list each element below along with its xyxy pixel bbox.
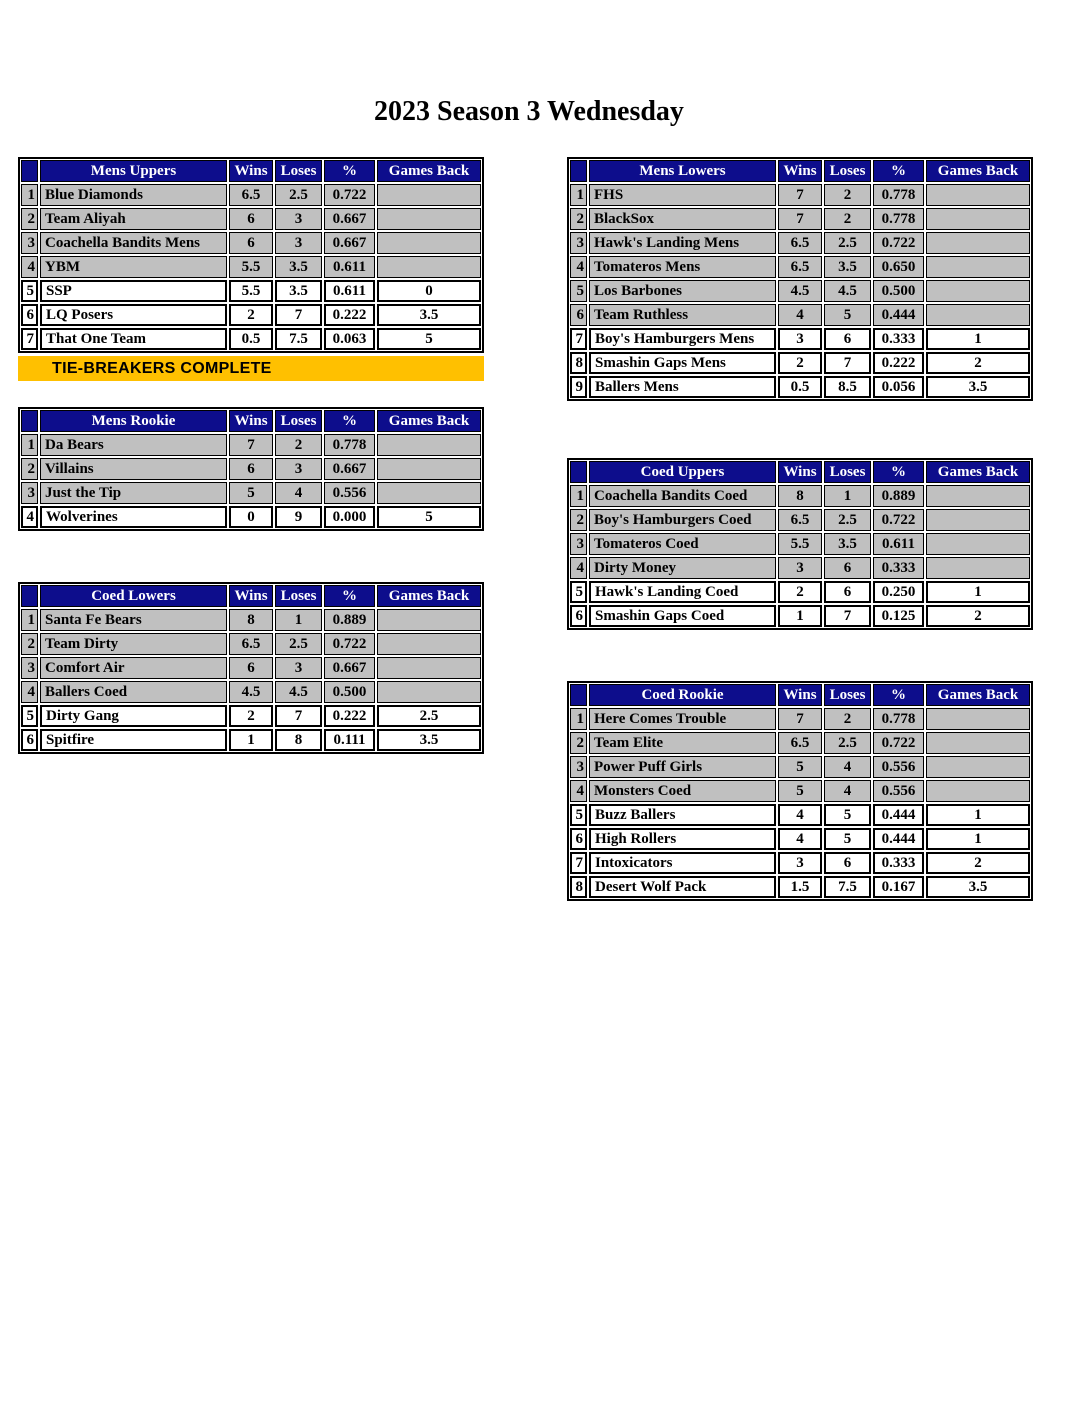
pct-cell: 0.778: [873, 184, 924, 206]
rank-cell: 7: [570, 328, 587, 350]
pct-cell: 0.444: [873, 828, 924, 850]
wins-cell: 6: [229, 657, 273, 679]
team-cell: FHS: [589, 184, 776, 206]
pct-cell: 0.167: [873, 876, 924, 898]
column-header-games-back: Games Back: [377, 585, 481, 607]
column-header-wins: Wins: [229, 160, 273, 182]
pct-cell: 0.333: [873, 328, 924, 350]
loses-cell: 3.5: [275, 256, 322, 278]
rank-cell: 3: [570, 232, 587, 254]
games-back-cell: [377, 434, 481, 456]
pct-cell: 0.556: [324, 482, 375, 504]
games-back-cell: [926, 509, 1030, 531]
pct-cell: 0.722: [324, 184, 375, 206]
loses-cell: 3.5: [824, 533, 871, 555]
pct-cell: 0.444: [873, 304, 924, 326]
loses-cell: 5: [824, 828, 871, 850]
rank-cell: 4: [570, 780, 587, 802]
column-header-games-back: Games Back: [926, 160, 1030, 182]
loses-cell: 2: [824, 708, 871, 730]
pct-cell: 0.333: [873, 852, 924, 874]
loses-cell: 6: [824, 557, 871, 579]
rank-cell: 2: [570, 208, 587, 230]
wins-cell: 5.5: [229, 256, 273, 278]
loses-cell: 9: [275, 506, 322, 528]
loses-cell: 2.5: [275, 184, 322, 206]
loses-cell: 3: [275, 458, 322, 480]
rank-cell: 6: [21, 304, 38, 326]
team-cell: Coachella Bandits Mens: [40, 232, 227, 254]
games-back-cell: [926, 780, 1030, 802]
games-back-cell: [926, 304, 1030, 326]
rank-cell: 2: [570, 509, 587, 531]
pct-cell: 0.444: [873, 804, 924, 826]
team-cell: Ballers Mens: [589, 376, 776, 398]
pct-cell: 0.556: [873, 780, 924, 802]
pct-cell: 0.722: [873, 732, 924, 754]
loses-cell: 7: [275, 705, 322, 727]
wins-cell: 0.5: [229, 328, 273, 350]
wins-cell: 4.5: [229, 681, 273, 703]
pct-cell: 0.063: [324, 328, 375, 350]
standings-table-coed-uppers: [567, 458, 1033, 630]
column-header-pct: %: [873, 684, 924, 706]
pct-cell: 0.611: [324, 256, 375, 278]
loses-cell: 6: [824, 328, 871, 350]
pct-cell: 0.667: [324, 458, 375, 480]
loses-cell: 5: [824, 304, 871, 326]
team-cell: Just the Tip: [40, 482, 227, 504]
wins-cell: 3: [778, 557, 822, 579]
wins-cell: 1: [778, 605, 822, 627]
wins-cell: 0.5: [778, 376, 822, 398]
games-back-cell: 5: [377, 328, 481, 350]
team-cell: Boy's Hamburgers Mens: [589, 328, 776, 350]
team-cell: Here Comes Trouble: [589, 708, 776, 730]
table-title: Coed Uppers: [589, 461, 776, 483]
games-back-cell: [377, 633, 481, 655]
column-header-wins: Wins: [229, 410, 273, 432]
header-rank-cell: [570, 160, 587, 182]
rank-cell: 4: [570, 557, 587, 579]
rank-cell: 1: [570, 485, 587, 507]
team-cell: Team Elite: [589, 732, 776, 754]
column-header-pct: %: [324, 160, 375, 182]
team-cell: Da Bears: [40, 434, 227, 456]
team-cell: Blue Diamonds: [40, 184, 227, 206]
loses-cell: 7: [824, 352, 871, 374]
pct-cell: 0.222: [324, 705, 375, 727]
rank-cell: 7: [21, 328, 38, 350]
team-cell: Desert Wolf Pack: [589, 876, 776, 898]
wins-cell: 3: [778, 328, 822, 350]
rank-cell: 4: [570, 256, 587, 278]
rank-cell: 5: [21, 280, 38, 302]
team-cell: Tomateros Coed: [589, 533, 776, 555]
games-back-cell: 1: [926, 804, 1030, 826]
wins-cell: 5.5: [229, 280, 273, 302]
rank-cell: 4: [21, 681, 38, 703]
wins-cell: 7: [229, 434, 273, 456]
pct-cell: 0.000: [324, 506, 375, 528]
games-back-cell: 0: [377, 280, 481, 302]
pct-cell: 0.333: [873, 557, 924, 579]
loses-cell: 7.5: [275, 328, 322, 350]
games-back-cell: [926, 184, 1030, 206]
header-rank-cell: [21, 410, 38, 432]
header-rank-cell: [570, 461, 587, 483]
loses-cell: 3: [275, 232, 322, 254]
loses-cell: 8.5: [824, 376, 871, 398]
team-cell: Team Ruthless: [589, 304, 776, 326]
games-back-cell: [926, 280, 1030, 302]
wins-cell: 6: [229, 232, 273, 254]
games-back-cell: [926, 708, 1030, 730]
team-cell: Los Barbones: [589, 280, 776, 302]
games-back-cell: 2.5: [377, 705, 481, 727]
loses-cell: 4: [824, 780, 871, 802]
column-header-games-back: Games Back: [377, 160, 481, 182]
column-header-pct: %: [324, 585, 375, 607]
games-back-cell: 5: [377, 506, 481, 528]
team-cell: Power Puff Girls: [589, 756, 776, 778]
pct-cell: 0.650: [873, 256, 924, 278]
column-header-pct: %: [873, 461, 924, 483]
rank-cell: 1: [21, 434, 38, 456]
rank-cell: 8: [570, 352, 587, 374]
games-back-cell: [926, 732, 1030, 754]
rank-cell: 1: [21, 184, 38, 206]
loses-cell: 4: [275, 482, 322, 504]
column-header-loses: Loses: [824, 684, 871, 706]
rank-cell: 3: [21, 482, 38, 504]
wins-cell: 7: [778, 708, 822, 730]
wins-cell: 6.5: [229, 633, 273, 655]
games-back-cell: 1: [926, 581, 1030, 603]
loses-cell: 3: [275, 657, 322, 679]
wins-cell: 6: [229, 208, 273, 230]
column-header-wins: Wins: [778, 684, 822, 706]
games-back-cell: [377, 657, 481, 679]
pct-cell: 0.250: [873, 581, 924, 603]
games-back-cell: [377, 208, 481, 230]
team-cell: Buzz Ballers: [589, 804, 776, 826]
loses-cell: 2: [275, 434, 322, 456]
wins-cell: 8: [229, 609, 273, 631]
wins-cell: 7: [778, 184, 822, 206]
games-back-cell: 1: [926, 328, 1030, 350]
games-back-cell: 2: [926, 605, 1030, 627]
team-cell: Santa Fe Bears: [40, 609, 227, 631]
wins-cell: 0: [229, 506, 273, 528]
loses-cell: 3: [275, 208, 322, 230]
games-back-cell: [926, 557, 1030, 579]
wins-cell: 5: [229, 482, 273, 504]
column-header-games-back: Games Back: [377, 410, 481, 432]
team-cell: Hawk's Landing Coed: [589, 581, 776, 603]
wins-cell: 6.5: [778, 232, 822, 254]
pct-cell: 0.056: [873, 376, 924, 398]
wins-cell: 4: [778, 804, 822, 826]
wins-cell: 1: [229, 729, 273, 751]
standings-table-coed-lowers: [18, 582, 484, 754]
rank-cell: 2: [21, 208, 38, 230]
rank-cell: 4: [21, 256, 38, 278]
wins-cell: 1.5: [778, 876, 822, 898]
pct-cell: 0.500: [873, 280, 924, 302]
team-cell: Dirty Gang: [40, 705, 227, 727]
team-cell: That One Team: [40, 328, 227, 350]
wins-cell: 4: [778, 828, 822, 850]
loses-cell: 8: [275, 729, 322, 751]
games-back-cell: [926, 232, 1030, 254]
games-back-cell: 3.5: [926, 376, 1030, 398]
wins-cell: 2: [778, 581, 822, 603]
column-header-wins: Wins: [778, 160, 822, 182]
loses-cell: 7: [824, 605, 871, 627]
loses-cell: 4.5: [824, 280, 871, 302]
team-cell: Ballers Coed: [40, 681, 227, 703]
table-title: Mens Uppers: [40, 160, 227, 182]
games-back-cell: [377, 681, 481, 703]
wins-cell: 5: [778, 756, 822, 778]
wins-cell: 6.5: [778, 732, 822, 754]
games-back-cell: 1: [926, 828, 1030, 850]
team-cell: Dirty Money: [589, 557, 776, 579]
column-header-pct: %: [873, 160, 924, 182]
standings-table-mens-lowers: [567, 157, 1033, 401]
loses-cell: 5: [824, 804, 871, 826]
team-cell: Comfort Air: [40, 657, 227, 679]
wins-cell: 4: [778, 304, 822, 326]
wins-cell: 6.5: [778, 256, 822, 278]
column-header-loses: Loses: [275, 160, 322, 182]
rank-cell: 6: [570, 304, 587, 326]
team-cell: Intoxicators: [589, 852, 776, 874]
pct-cell: 0.611: [324, 280, 375, 302]
team-cell: Hawk's Landing Mens: [589, 232, 776, 254]
standings-table-mens-uppers: [18, 157, 484, 353]
tiebreakers-banner-label: TIE-BREAKERS COMPLETE: [52, 359, 272, 377]
pct-cell: 0.111: [324, 729, 375, 751]
rank-cell: 3: [21, 232, 38, 254]
team-cell: Wolverines: [40, 506, 227, 528]
standings-table-mens-rookie: [18, 407, 484, 531]
team-cell: Team Dirty: [40, 633, 227, 655]
team-cell: Smashin Gaps Coed: [589, 605, 776, 627]
loses-cell: 2.5: [824, 509, 871, 531]
games-back-cell: [377, 609, 481, 631]
loses-cell: 2.5: [275, 633, 322, 655]
rank-cell: 6: [570, 605, 587, 627]
pct-cell: 0.556: [873, 756, 924, 778]
loses-cell: 3.5: [275, 280, 322, 302]
rank-cell: 9: [570, 376, 587, 398]
pct-cell: 0.778: [873, 708, 924, 730]
pct-cell: 0.667: [324, 232, 375, 254]
team-cell: BlackSox: [589, 208, 776, 230]
pct-cell: 0.125: [873, 605, 924, 627]
games-back-cell: [926, 533, 1030, 555]
loses-cell: 1: [275, 609, 322, 631]
rank-cell: 1: [570, 184, 587, 206]
column-header-loses: Loses: [275, 585, 322, 607]
table-title: Mens Rookie: [40, 410, 227, 432]
team-cell: Monsters Coed: [589, 780, 776, 802]
column-header-loses: Loses: [824, 160, 871, 182]
rank-cell: 6: [21, 729, 38, 751]
team-cell: High Rollers: [589, 828, 776, 850]
team-cell: Villains: [40, 458, 227, 480]
pct-cell: 0.500: [324, 681, 375, 703]
pct-cell: 0.889: [873, 485, 924, 507]
wins-cell: 6: [229, 458, 273, 480]
pct-cell: 0.222: [324, 304, 375, 326]
games-back-cell: [926, 485, 1030, 507]
games-back-cell: [377, 256, 481, 278]
column-header-games-back: Games Back: [926, 461, 1030, 483]
pct-cell: 0.611: [873, 533, 924, 555]
loses-cell: 1: [824, 485, 871, 507]
rank-cell: 1: [21, 609, 38, 631]
pct-cell: 0.667: [324, 208, 375, 230]
team-cell: LQ Posers: [40, 304, 227, 326]
rank-cell: 2: [570, 732, 587, 754]
wins-cell: 3: [778, 852, 822, 874]
rank-cell: 5: [570, 581, 587, 603]
rank-cell: 4: [21, 506, 38, 528]
pct-cell: 0.722: [324, 633, 375, 655]
wins-cell: 8: [778, 485, 822, 507]
header-rank-cell: [21, 160, 38, 182]
games-back-cell: 2: [926, 852, 1030, 874]
column-header-wins: Wins: [229, 585, 273, 607]
games-back-cell: [926, 756, 1030, 778]
rank-cell: 5: [570, 804, 587, 826]
wins-cell: 6.5: [229, 184, 273, 206]
rank-cell: 1: [570, 708, 587, 730]
wins-cell: 5: [778, 780, 822, 802]
loses-cell: 7: [275, 304, 322, 326]
table-title: Coed Rookie: [589, 684, 776, 706]
loses-cell: 2: [824, 184, 871, 206]
rank-cell: 5: [21, 705, 38, 727]
loses-cell: 3.5: [824, 256, 871, 278]
team-cell: Spitfire: [40, 729, 227, 751]
loses-cell: 2.5: [824, 732, 871, 754]
rank-cell: 5: [570, 280, 587, 302]
page-title: 2023 Season 3 Wednesday: [374, 96, 684, 127]
wins-cell: 6.5: [778, 509, 822, 531]
games-back-cell: 3.5: [926, 876, 1030, 898]
wins-cell: 7: [778, 208, 822, 230]
pct-cell: 0.222: [873, 352, 924, 374]
standings-table-coed-rookie: [567, 681, 1033, 901]
pct-cell: 0.667: [324, 657, 375, 679]
pct-cell: 0.778: [873, 208, 924, 230]
column-header-pct: %: [324, 410, 375, 432]
rank-cell: 6: [570, 828, 587, 850]
table-title: Coed Lowers: [40, 585, 227, 607]
pct-cell: 0.722: [873, 232, 924, 254]
loses-cell: 7.5: [824, 876, 871, 898]
loses-cell: 6: [824, 581, 871, 603]
games-back-cell: [377, 232, 481, 254]
column-header-games-back: Games Back: [926, 684, 1030, 706]
header-rank-cell: [570, 684, 587, 706]
team-cell: Smashin Gaps Mens: [589, 352, 776, 374]
wins-cell: 5.5: [778, 533, 822, 555]
column-header-loses: Loses: [824, 461, 871, 483]
column-header-loses: Loses: [275, 410, 322, 432]
loses-cell: 6: [824, 852, 871, 874]
games-back-cell: [377, 184, 481, 206]
rank-cell: 2: [21, 458, 38, 480]
table-title: Mens Lowers: [589, 160, 776, 182]
rank-cell: 7: [570, 852, 587, 874]
loses-cell: 2.5: [824, 232, 871, 254]
team-cell: Team Aliyah: [40, 208, 227, 230]
column-header-wins: Wins: [778, 461, 822, 483]
loses-cell: 4.5: [275, 681, 322, 703]
wins-cell: 2: [229, 705, 273, 727]
pct-cell: 0.778: [324, 434, 375, 456]
games-back-cell: [377, 458, 481, 480]
games-back-cell: 3.5: [377, 304, 481, 326]
games-back-cell: [926, 256, 1030, 278]
rank-cell: 2: [21, 633, 38, 655]
team-cell: YBM: [40, 256, 227, 278]
pct-cell: 0.722: [873, 509, 924, 531]
pct-cell: 0.889: [324, 609, 375, 631]
team-cell: SSP: [40, 280, 227, 302]
games-back-cell: 2: [926, 352, 1030, 374]
wins-cell: 2: [778, 352, 822, 374]
loses-cell: 2: [824, 208, 871, 230]
wins-cell: 4.5: [778, 280, 822, 302]
rank-cell: 3: [570, 756, 587, 778]
games-back-cell: [926, 208, 1030, 230]
games-back-cell: 3.5: [377, 729, 481, 751]
loses-cell: 4: [824, 756, 871, 778]
rank-cell: 3: [570, 533, 587, 555]
team-cell: Boy's Hamburgers Coed: [589, 509, 776, 531]
header-rank-cell: [21, 585, 38, 607]
rank-cell: 8: [570, 876, 587, 898]
games-back-cell: [377, 482, 481, 504]
tiebreakers-complete-banner: [18, 356, 484, 381]
team-cell: Tomateros Mens: [589, 256, 776, 278]
rank-cell: 3: [21, 657, 38, 679]
wins-cell: 2: [229, 304, 273, 326]
team-cell: Coachella Bandits Coed: [589, 485, 776, 507]
